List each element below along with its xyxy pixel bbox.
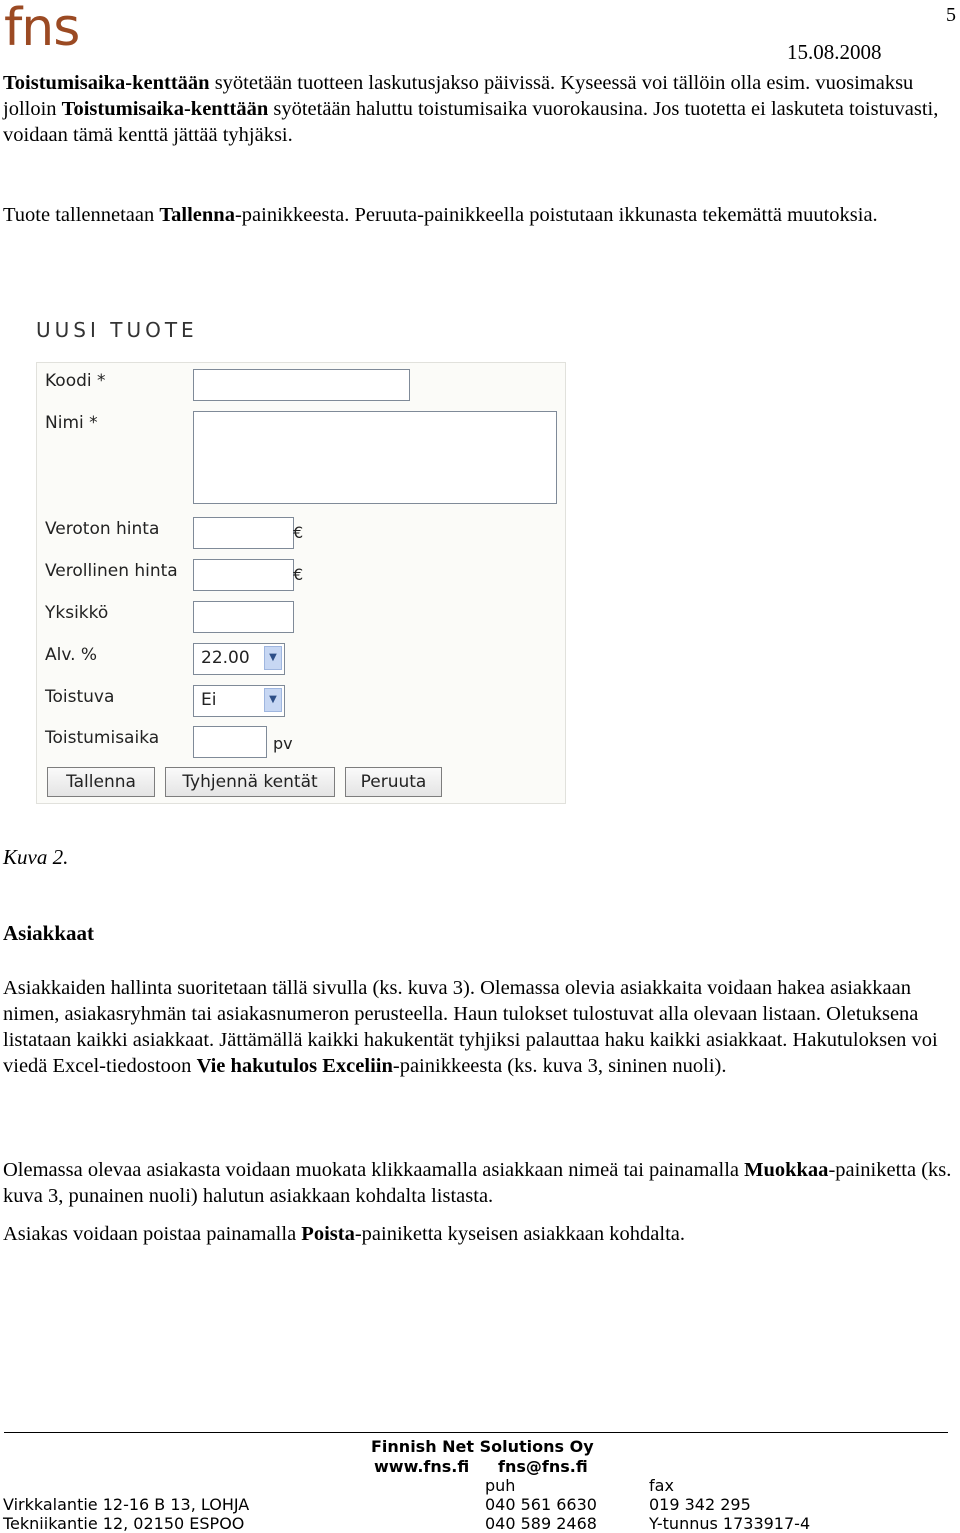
label-veroton-hinta: Veroton hinta — [45, 519, 160, 539]
label-verollinen-hinta: Verollinen hinta — [45, 561, 178, 581]
text-run: Asiakkaiden hallinta suoritetaan tällä sivulla (ks. kuva 3). Olemassa olevia asiakkaita voidaan hakea asiakkaan nimen, asiakasryhmän tai asiakasnumeron perusteella. Haun tulokset tulostuvat alla olevaan listaan. Oletuksena listataan kaikki asiakkaat. Jättämällä kaikki hakukentät tyhjiksi palauttaa haku kaikki asiakkaat. Hakutuloksen voi viedä Excel-tiedostoon — [3, 977, 938, 1077]
label-toistumisaika: Toistumisaika — [45, 728, 160, 748]
text-run: Tuote tallennetaan — [3, 204, 160, 226]
footer-email: fns@fns.fi — [498, 1457, 588, 1476]
alv-selected-value: 22.00 — [201, 648, 250, 668]
koodi-input[interactable] — [193, 369, 410, 401]
label-alv: Alv. % — [45, 645, 98, 665]
paragraph-asiakkaat — [3, 975, 957, 1079]
days-unit: pv — [273, 734, 293, 753]
chevron-down-icon[interactable]: ▼ — [264, 688, 282, 712]
text-run: syötetään tuotteen laskutusjakso päivissä. Kyseessä voi tällöin olla esim. vuosimaksu jolloin — [3, 72, 914, 120]
label-nimi: Nimi * — [45, 413, 98, 433]
save-button[interactable]: Tallenna — [47, 767, 155, 797]
footer-fax-label: fax — [649, 1476, 674, 1495]
currency-euro: € — [293, 523, 304, 542]
bold-term: Poista — [301, 1223, 355, 1245]
currency-euro: € — [293, 565, 304, 584]
verollinen-hinta-input[interactable] — [193, 559, 294, 591]
figure-caption: Kuva 2. — [3, 845, 69, 869]
page-number: 5 — [946, 4, 956, 26]
footer-web: www.fns.fi — [374, 1457, 470, 1476]
text-run: -painiketta kyseisen asiakkaan kohdalta. — [354, 1223, 685, 1245]
form-title: UUSI TUOTE — [36, 318, 198, 342]
paragraph-poista — [3, 1221, 957, 1247]
text-run: -painiketta (ks. kuva 3, punainen nuoli) halutun asiakkaan kohdalta listasta. — [3, 1159, 952, 1207]
clear-fields-button[interactable]: Tyhjennä kentät — [165, 767, 335, 797]
label-yksikko: Yksikkö — [45, 603, 109, 623]
toistumisaika-input[interactable] — [193, 726, 267, 758]
footer-address-espoo: Tekniikantie 12, 02150 ESPOO — [3, 1514, 245, 1533]
footer-address-lohja: Virkkalantie 12-16 B 13, LOHJA — [3, 1495, 250, 1514]
bold-term: Toistumisaika-kenttään — [3, 72, 210, 94]
paragraph-muokkaa — [3, 1157, 957, 1209]
bold-term: Muokkaa — [744, 1159, 829, 1181]
text-run: syötetään haluttu toistumisaika vuorokausina. Jos tuotetta ei laskuteta toistuvasti, voidaan tämä kenttä jättää tyhjäksi. — [3, 98, 939, 146]
nimi-textarea[interactable] — [193, 411, 557, 504]
footer-fax-1: 019 342 295 — [649, 1495, 751, 1514]
veroton-hinta-input[interactable] — [193, 517, 294, 549]
label-toistuva: Toistuva — [45, 687, 115, 707]
label-koodi: Koodi * — [45, 371, 106, 391]
chevron-down-icon[interactable]: ▼ — [264, 646, 282, 670]
company-logo: fns — [4, 0, 80, 58]
paragraph-toistumisaika — [3, 70, 957, 148]
footer-phone-1: 040 561 6630 — [485, 1495, 597, 1514]
footer-phone-label: puh — [485, 1476, 516, 1495]
bold-term: Toistumisaika-kenttään — [61, 98, 269, 120]
footer-phone-2: 040 589 2468 — [485, 1514, 597, 1533]
footer-divider — [4, 1432, 948, 1433]
new-product-form — [36, 362, 566, 804]
bold-term: Vie hakutulos Exceliin — [196, 1055, 393, 1077]
text-run: -painikkeesta. Peruuta-painikkeella poistutaan ikkunasta tekemättä muutoksia. — [234, 204, 878, 226]
paragraph-tallenna — [3, 202, 957, 228]
text-run: Olemassa olevaa asiakasta voidaan muokata klikkaamalla asiakkaan nimeä tai painamalla — [3, 1159, 745, 1181]
section-heading: Asiakkaat — [3, 921, 95, 945]
alv-select[interactable] — [193, 643, 285, 675]
footer-ytunnus: Y-tunnus 1733917-4 — [649, 1514, 811, 1533]
text-run: Asiakas voidaan poistaa painamalla — [3, 1223, 302, 1245]
document-date: 15.08.2008 — [787, 40, 882, 64]
cancel-button[interactable]: Peruuta — [345, 767, 442, 797]
toistuva-selected-value: Ei — [201, 690, 217, 710]
footer-company: Finnish Net Solutions Oy — [371, 1437, 594, 1456]
text-run: -painikkeesta (ks. kuva 3, sininen nuoli). — [392, 1055, 727, 1077]
toistuva-select[interactable] — [193, 685, 285, 717]
yksikko-input[interactable] — [193, 601, 294, 633]
bold-term: Tallenna — [159, 204, 235, 226]
